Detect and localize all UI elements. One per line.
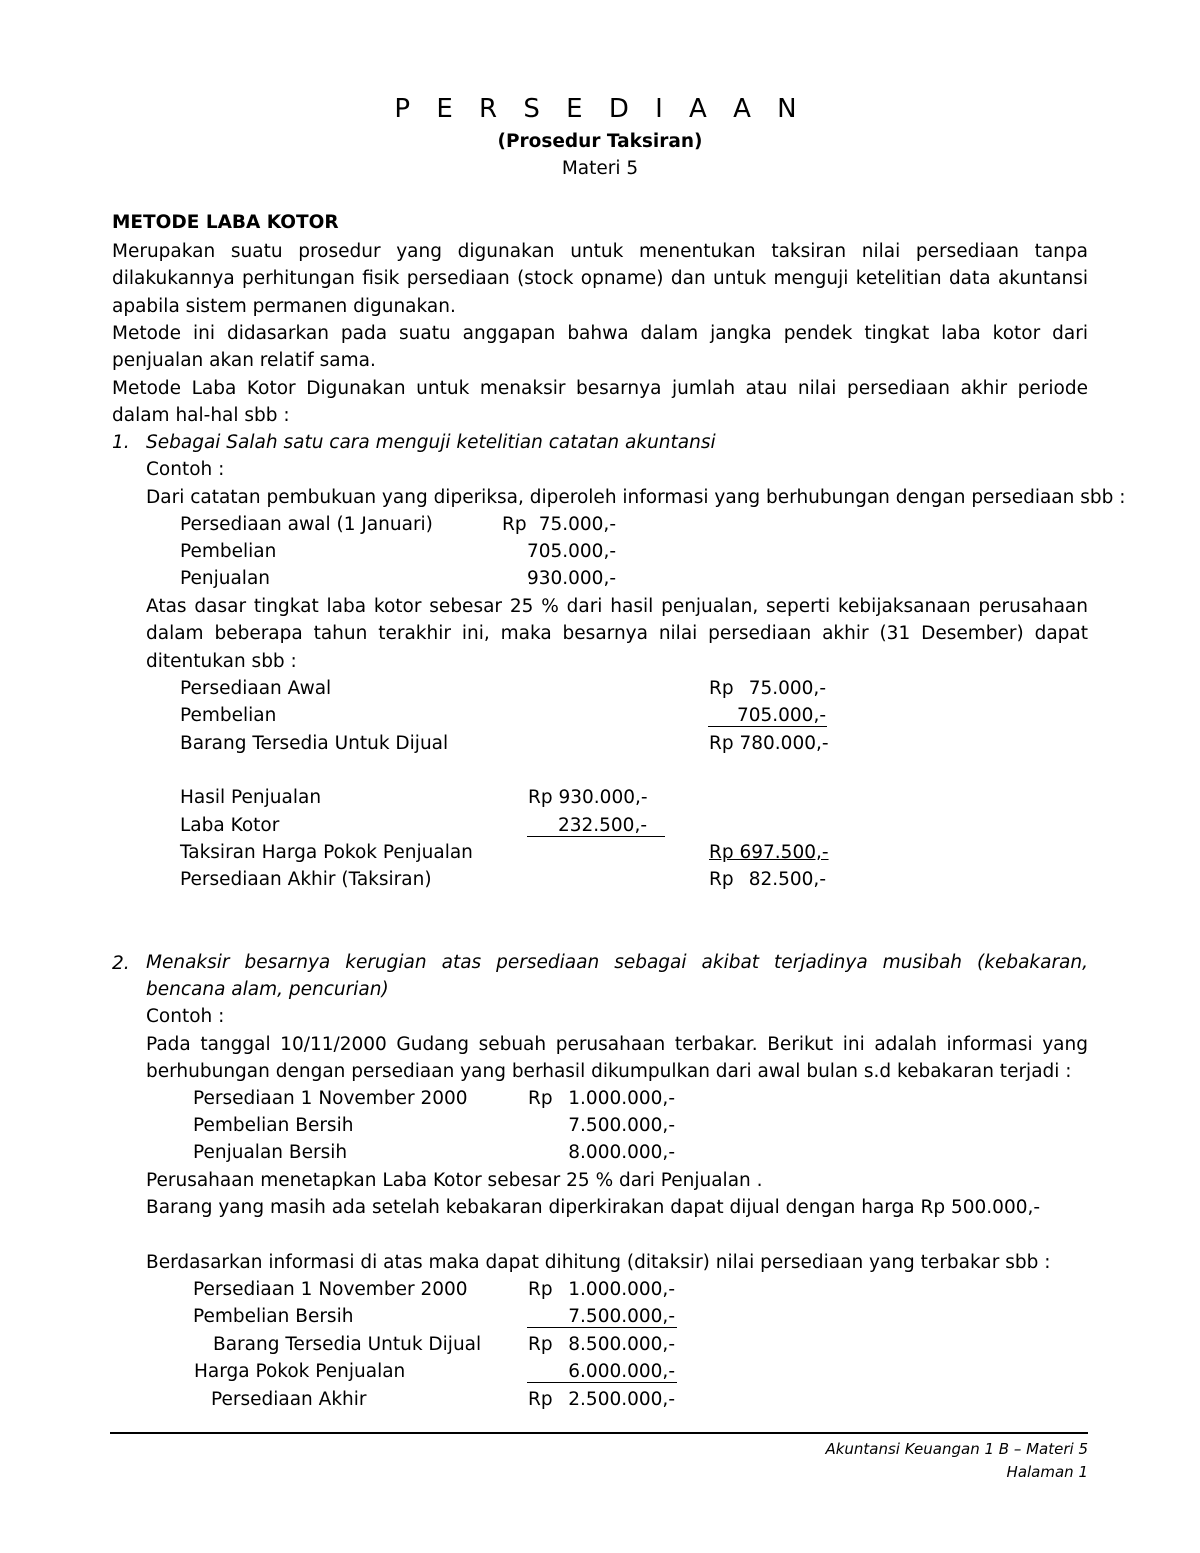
item-1-intro: Dari catatan pembukuan yang diperiksa, diperoleh informasi yang berhubungan dengan persediaan sbb :	[146, 487, 1126, 508]
footer-page: Halaman 1	[1006, 1463, 1088, 1481]
item-2-title: Menaksir besarnya kerugian atas persediaan sebagai akibat terjadinya musibah (kebakaran, bencana alam, pencurian)	[146, 952, 1088, 1001]
calc-persediaan-awal-currency: Rp	[709, 678, 734, 699]
item-2-info-label: Penjualan Bersih	[193, 1142, 348, 1163]
item-2-calc-amount: 2.500.000,-	[568, 1389, 675, 1410]
calc-persediaan-akhir-label: Persediaan Akhir (Taksiran)	[180, 869, 432, 890]
item-2-calc-label: Barang Tersedia Untuk Dijual	[213, 1334, 482, 1355]
item-2-info-amount: 1.000.000,-	[568, 1088, 675, 1109]
calc-pembelian-amount: 705.000,-	[736, 705, 826, 726]
item-2-info-label: Persediaan 1 November 2000	[193, 1088, 468, 1109]
calc-tersedia-value: Rp 780.000,-	[709, 733, 829, 754]
item-2-info-amount: 8.000.000,-	[568, 1142, 675, 1163]
item-2-info-amount: 7.500.000,-	[568, 1115, 675, 1136]
item-1-info-label: Pembelian	[180, 541, 277, 562]
item-2-calc-amount: 1.000.000,-	[568, 1279, 675, 1300]
item-2-calc-amount: 8.500.000,-	[568, 1334, 675, 1355]
underline-rule	[527, 836, 665, 837]
item-2-contoh: Contoh :	[146, 1006, 225, 1027]
item-1-info-label: Penjualan	[180, 568, 271, 589]
item-1-info-amount: 705.000,-	[526, 541, 616, 562]
item-2-calc-label: Persediaan Akhir	[211, 1389, 367, 1410]
item-2-info-label: Pembelian Bersih	[193, 1115, 354, 1136]
item-1-info-amount: 930.000,-	[526, 568, 616, 589]
item-2-calc-amount: 6.000.000,-	[568, 1361, 675, 1382]
item-2-calc-label: Persediaan 1 November 2000	[193, 1279, 468, 1300]
item-2-intro: Pada tanggal 10/11/2000 Gudang sebuah perusahaan terbakar. Berikut ini adalah informasi yang berhubungan dengan persediaan yang berhasil dikumpulkan dari awal bulan s.d kebakaran terjadi :	[146, 1034, 1088, 1083]
calc-persediaan-awal-label: Persediaan Awal	[180, 678, 332, 699]
item-1-info-currency: Rp	[502, 514, 527, 535]
calc-tersedia-label: Barang Tersedia Untuk Dijual	[180, 733, 449, 754]
item-2-note-2: Barang yang masih ada setelah kebakaran diperkirakan dapat dijual dengan harga Rp 500.000,-	[146, 1197, 1041, 1218]
paragraph-3: Metode Laba Kotor Digunakan untuk menaksir besarnya jumlah atau nilai persediaan akhir periode dalam hal-hal sbb :	[112, 378, 1088, 427]
item-2-calc-label: Pembelian Bersih	[193, 1306, 354, 1327]
underline-rule	[708, 726, 827, 727]
underline-rule	[527, 1382, 677, 1383]
calc-persediaan-akhir-currency: Rp	[709, 869, 734, 890]
item-1-paragraph: Atas dasar tingkat laba kotor sebesar 25 % dari hasil penjualan, seperti kebijaksanaan perusahaan dalam beberapa tahun terakhir ini, maka besarnya nilai persediaan akhir (31 Desember) dapat ditentukan sbb :	[146, 596, 1088, 672]
paragraph-2: Metode ini didasarkan pada suatu anggapan bahwa dalam jangka pendek tingkat laba kotor dari penjualan akan relatif sama.	[112, 323, 1088, 372]
footer-course: Akuntansi Keuangan 1 B – Materi 5	[825, 1440, 1088, 1458]
underline-rule	[527, 1327, 677, 1328]
item-1-number: 1.	[112, 432, 130, 453]
item-1-title: Sebagai Salah satu cara menguji ketelitian catatan akuntansi	[146, 432, 716, 453]
paragraph-1: Merupakan suatu prosedur yang digunakan untuk menentukan taksiran nilai persediaan tanpa dilakukannya perhitungan fisik persediaan (stock opname) dan untuk menguji ketelitian data akuntansi apabila sistem permanen digunakan.	[112, 241, 1088, 317]
page-subtitle: (Prosedur Taksiran)	[497, 131, 703, 152]
calc-laba-kotor-value: 232.500,-	[557, 815, 647, 836]
item-1-contoh: Contoh :	[146, 459, 225, 480]
item-2-note-1: Perusahaan menetapkan Laba Kotor sebesar 25 % dari Penjualan .	[146, 1170, 763, 1191]
item-2-calc-currency: Rp	[528, 1389, 553, 1410]
calc-hpp-value: Rp 697.500,-	[709, 842, 829, 863]
item-1-info-amount: 75.000,-	[538, 514, 616, 535]
calc-hasil-penjualan-label: Hasil Penjualan	[180, 787, 322, 808]
calc-persediaan-akhir-amount: 82.500,-	[748, 869, 826, 890]
calc-pembelian-label: Pembelian	[180, 705, 277, 726]
item-2-calc-currency: Rp	[528, 1334, 553, 1355]
item-2-calc-label: Harga Pokok Penjualan	[194, 1361, 406, 1382]
page-title: P E R S E D I A A N	[394, 94, 806, 124]
item-2-calc-currency: Rp	[528, 1279, 553, 1300]
item-2-info-currency: Rp	[528, 1088, 553, 1109]
section-heading: METODE LABA KOTOR	[112, 212, 339, 233]
calc-hasil-penjualan-value: Rp 930.000,-	[528, 787, 648, 808]
item-2-number: 2.	[112, 953, 130, 974]
materi-label: Materi 5	[561, 158, 639, 179]
item-2-calc-intro: Berdasarkan informasi di atas maka dapat dihitung (ditaksir) nilai persediaan yang terbakar sbb :	[146, 1252, 1051, 1273]
calc-persediaan-awal-amount: 75.000,-	[748, 678, 826, 699]
calc-hpp-label: Taksiran Harga Pokok Penjualan	[180, 842, 473, 863]
footer-rule	[110, 1432, 1088, 1434]
calc-laba-kotor-label: Laba Kotor	[180, 815, 280, 836]
item-2-calc-amount: 7.500.000,-	[568, 1306, 675, 1327]
item-1-info-label: Persediaan awal (1 Januari)	[180, 514, 433, 535]
